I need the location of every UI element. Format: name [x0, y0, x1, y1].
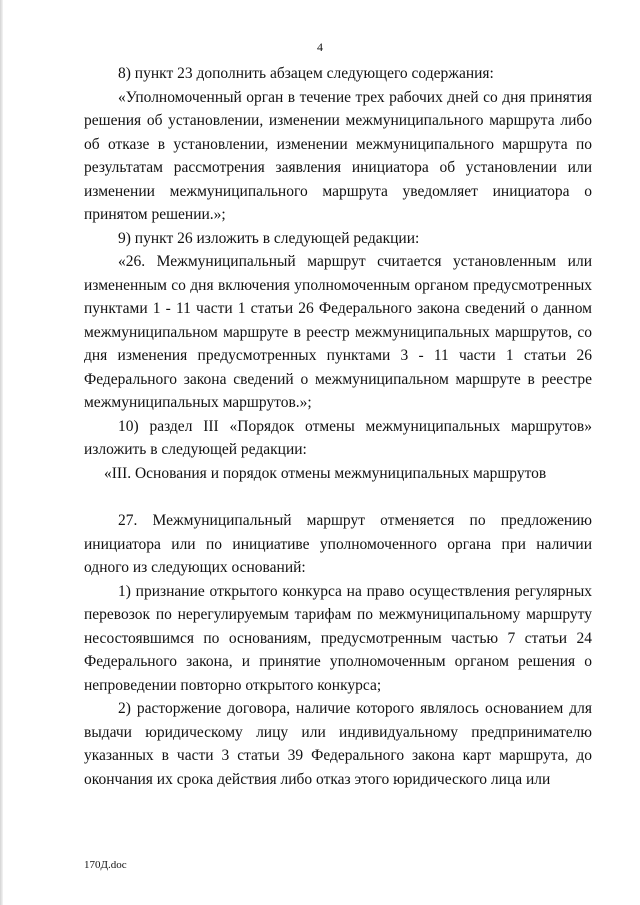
scan-edge — [0, 0, 3, 905]
paragraph-quote-23: «Уполномоченный орган в течение трех рабочих дней со дня принятия решения об установлении, изменении межмуниципального маршрута либо об отказе в установлении, изменении межмуниципального маршрута по результатам рассмотрения заявления инициатора об установлении или изменении межмуниципального маршрута уведомляет инициатора о принятом решении.»; — [84, 88, 592, 223]
document-body — [84, 62, 592, 791]
paragraph-27-1: 1) признание открытого конкурса на право осуществления регулярных перевозок по нерегулируемым тарифам по межмуниципальному маршруту несостоявшимся по основаниям, предусмотренным частью 7 статьи 24 Федерального закона, и принятие уполномоченным органом решения о непроведении повторно открытого конкурса; — [84, 582, 592, 694]
page-number: 4 — [317, 40, 323, 54]
section-heading: «III. Основания и порядок отмены межмуниципальных маршрутов — [104, 464, 547, 482]
paragraph-quote-26: «26. Межмуниципальный маршрут считается установленным или измененным со дня включения уполномоченным органом предусмотренных пунктами 1 - 11 части 1 статьи 26 Федерального закона сведений о данном межмуниципальном маршруте в реестр межмуниципальных маршрутов, со дня изменения предусмотренных пунктами 3 - 11 части 1 статьи 26 Федерального закона сведений о межмуниципальном маршруте в реестре межмуниципальных маршрутов.»; — [84, 253, 592, 411]
paragraph-27: 27. Межмуниципальный маршрут отменяется по предложению инициатора или по инициативе уполномоченного органа при наличии одного из следующих оснований: — [84, 512, 592, 576]
footer-filename: 170Д.doc — [84, 859, 127, 871]
paragraph-item-8: 8) пункт 23 дополнить абзацем следующего содержания: — [118, 65, 494, 82]
paragraph-27-2: 2) расторжение договора, наличие которого являлось основанием для выдачи юридическому лицу или индивидуальному предпринимателю указанных в части 3 статьи 39 Федерального закона карт маршрута, до окончания их срока действия либо отказ этого юридического лица или — [84, 700, 592, 788]
paragraph-item-10: 10) раздел III «Порядок отмены межмуниципальных маршрутов» изложить в следующей редакции: — [84, 417, 592, 458]
paragraph-item-9: 9) пункт 26 изложить в следующей редакции: — [118, 229, 420, 247]
